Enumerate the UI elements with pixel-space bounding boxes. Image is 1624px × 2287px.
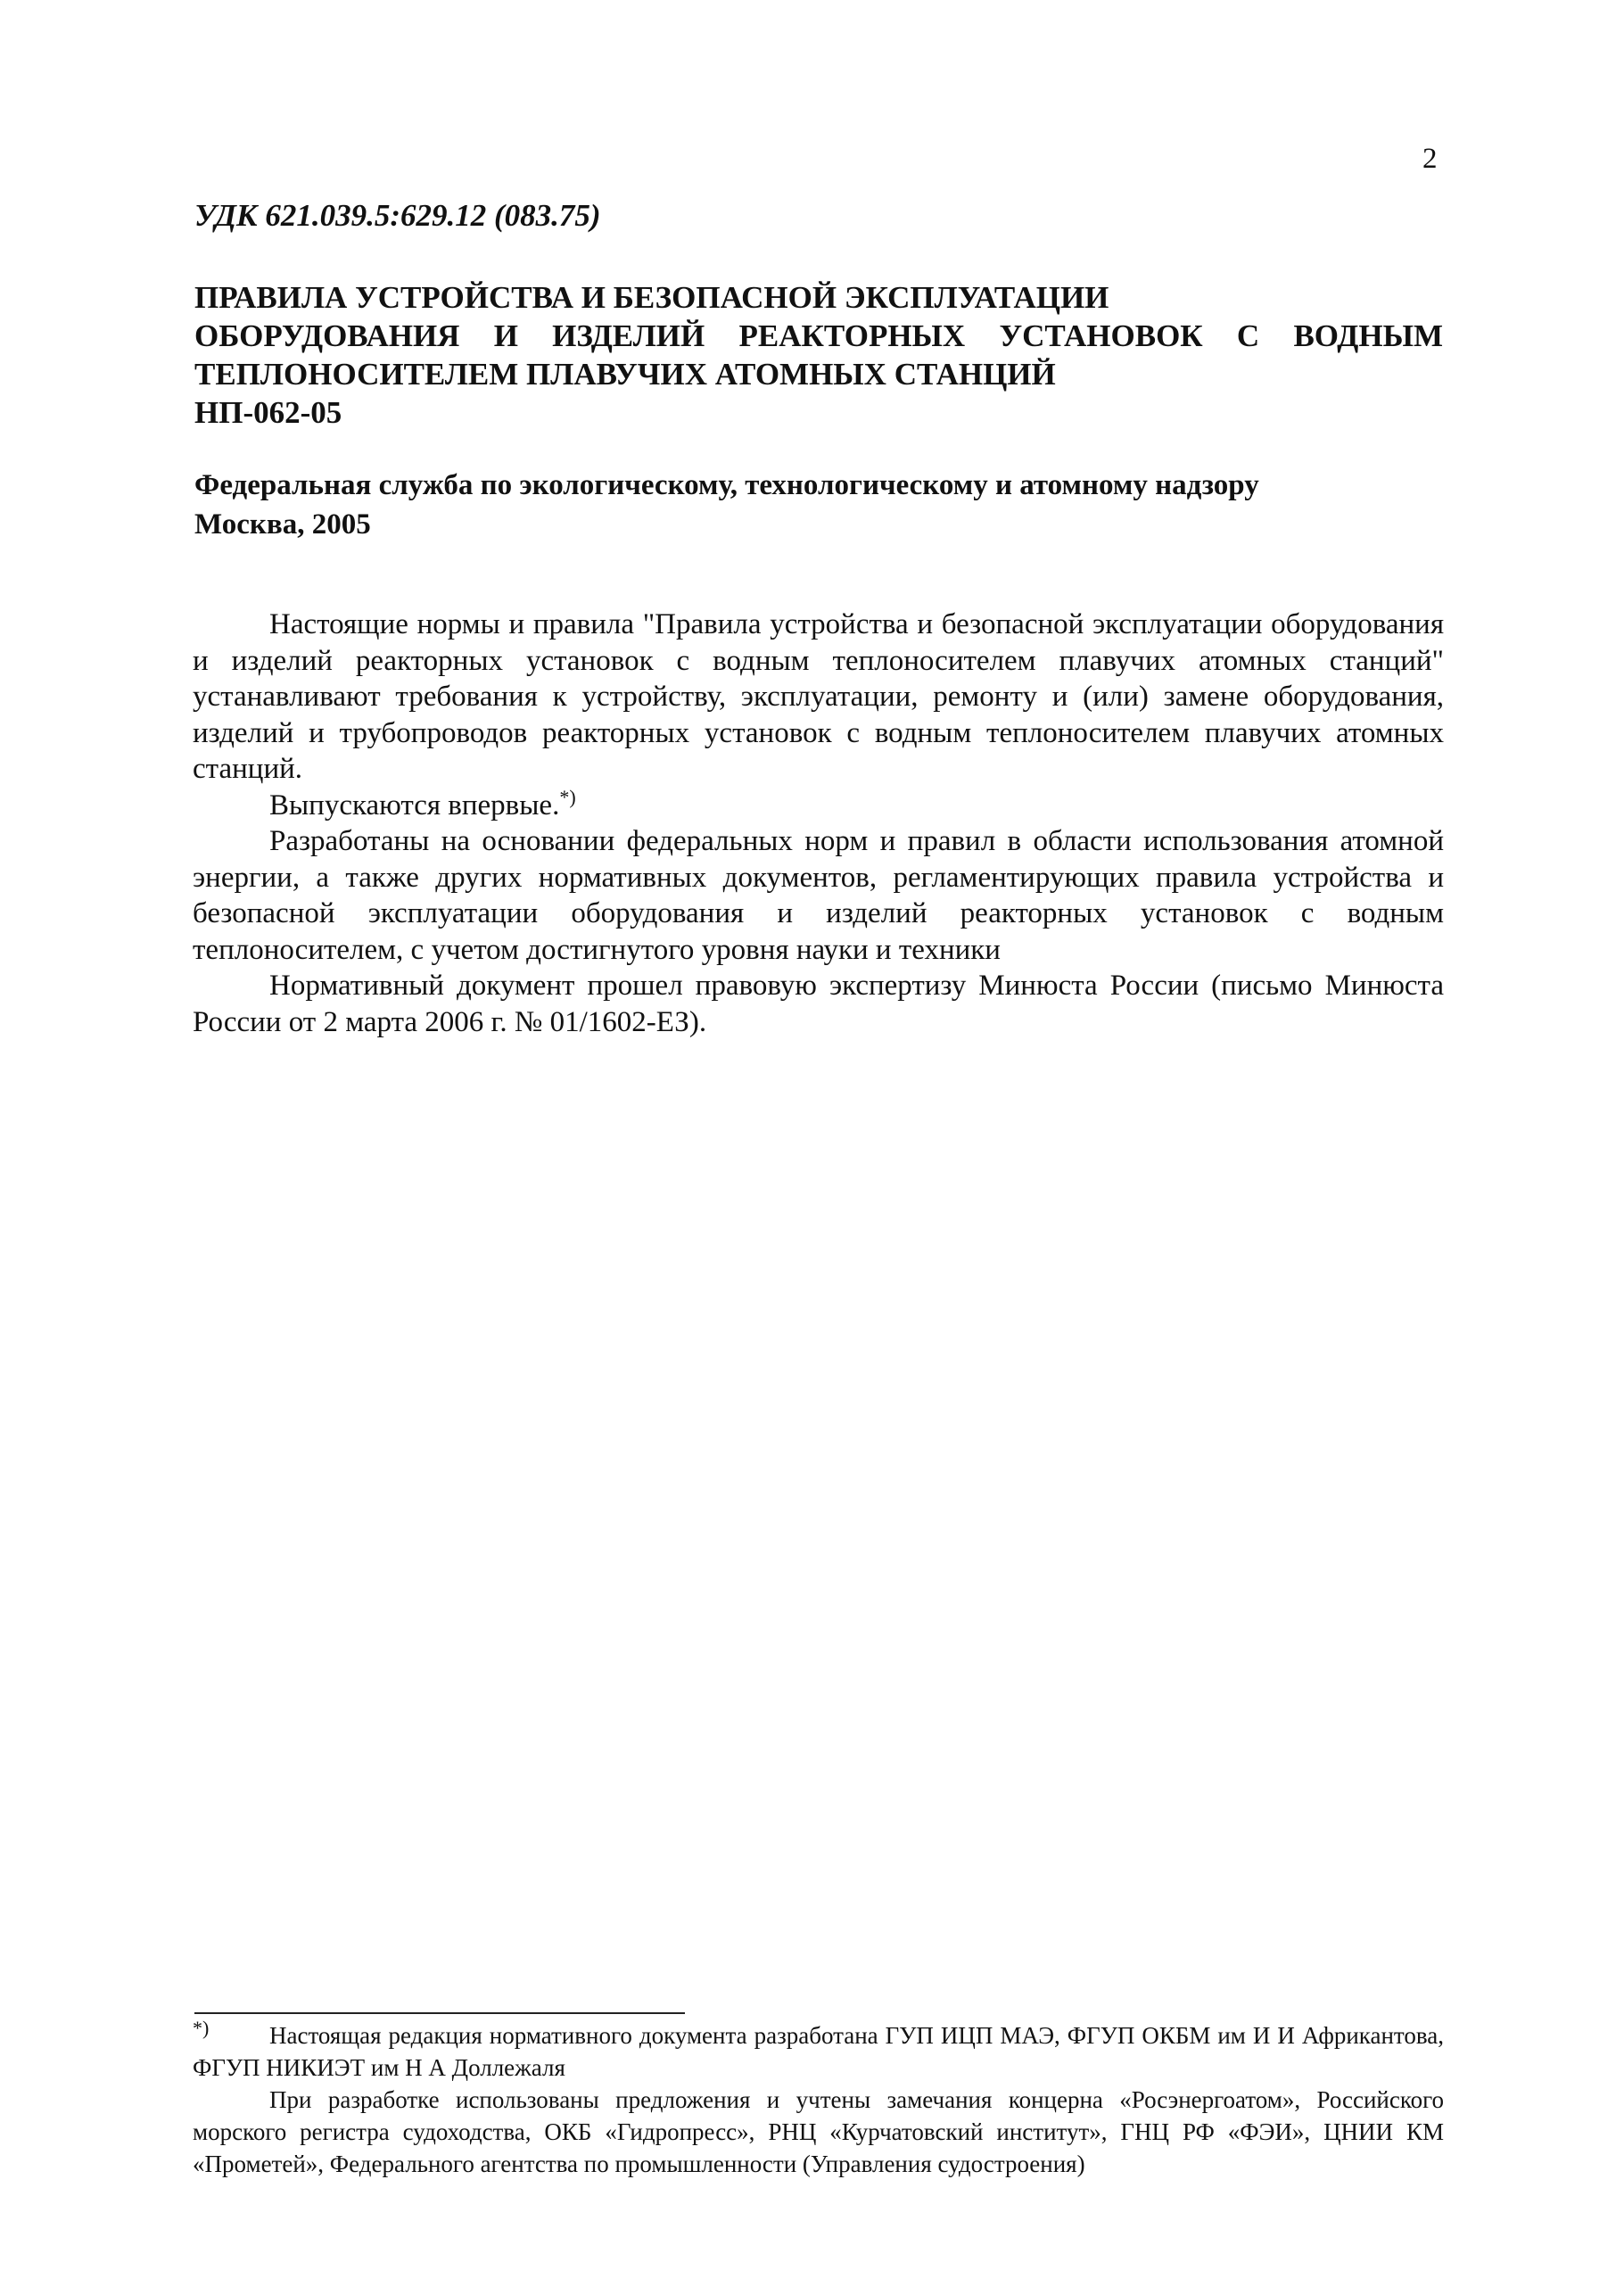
footnote-developers: *) Настоящая редакция нормативного документа разработана ГУП ИЦП МАЭ, ФГУП ОКБМ им И И Африкантова, ФГУП НИКИЭТ им Н А Доллежаля bbox=[193, 2017, 1444, 2081]
document-code: НП-062-05 bbox=[194, 395, 342, 430]
publisher-block bbox=[194, 466, 1443, 544]
footnote-developers-text: Настоящая редакция нормативного документа разработана ГУП ИЦП МАЭ, ФГУП ОКБМ им И И Африкантова, ФГУП НИКИЭТ им Н А Доллежаля bbox=[193, 2022, 1444, 2081]
paragraph-scope: Настоящие нормы и правила "Правила устройства и безопасной эксплуатации оборудования и изделий реакторных установок с водным теплоносителем плавучих атомных станций" устанавливают требования к устройству, эксплуатации, ремонту и (или) замене оборудования, изделий и трубопроводов реакторных установок с водным теплоносителем плавучих атомных станций. bbox=[193, 608, 1444, 785]
page-number: 2 bbox=[1422, 143, 1438, 175]
paragraph-legal-review: Нормативный документ прошел правовую экспертизу Минюста России (письмо Минюста России от 2 марта 2006 г. № 01/1602-ЕЗ). bbox=[193, 970, 1444, 1038]
footnote-contributors: При разработке использованы предложения и учтены замечания концерна «Росэнергоатом», Российского морского регистра судоходства, ОКБ «Гидропресс», РНЦ «Курчатовский институт», ГНЦ РФ «ФЭИ», ЦНИИ КМ «Прометей», Федерального агентства по промышленности (Управления судостроения) bbox=[193, 2086, 1444, 2177]
first-issue-text: Выпускаются впервые. bbox=[269, 788, 560, 822]
body-text bbox=[193, 607, 1444, 1040]
footnote-divider bbox=[194, 2012, 685, 2014]
agency-name: Федеральная служба по экологическому, технологическому и атомному надзору bbox=[194, 469, 1259, 501]
title-line-2: ОБОРУДОВАНИЯ И ИЗДЕЛИЙ РЕАКТОРНЫХ УСТАНОВОК С ВОДНЫМ bbox=[194, 318, 1443, 353]
paragraph-first-issue bbox=[193, 785, 1444, 824]
paragraph-basis: Разработаны на основании федеральных норм и правил в области использования атомной энергии, а также других нормативных документов, регламентирующих правила устройства и безопасной эксплуатации оборудования и изделий реакторных установок с водным теплоносителем, с учетом достигнутого уровня науки и техники bbox=[193, 825, 1444, 966]
udk-code: УДК 621.039.5:629.12 (083.75) bbox=[194, 198, 601, 233]
document-title bbox=[194, 278, 1443, 432]
city-year: Москва, 2005 bbox=[194, 508, 371, 541]
title-line-1: ПРАВИЛА УСТРОЙСТВА И БЕЗОПАСНОЙ ЭКСПЛУАТАЦИИ bbox=[194, 280, 1109, 315]
footnote-reference: *) bbox=[559, 785, 576, 808]
footnote bbox=[193, 2019, 1444, 2180]
title-line-3: ТЕПЛОНОСИТЕЛЕМ ПЛАВУЧИХ АТОМНЫХ СТАНЦИЙ bbox=[194, 357, 1056, 392]
